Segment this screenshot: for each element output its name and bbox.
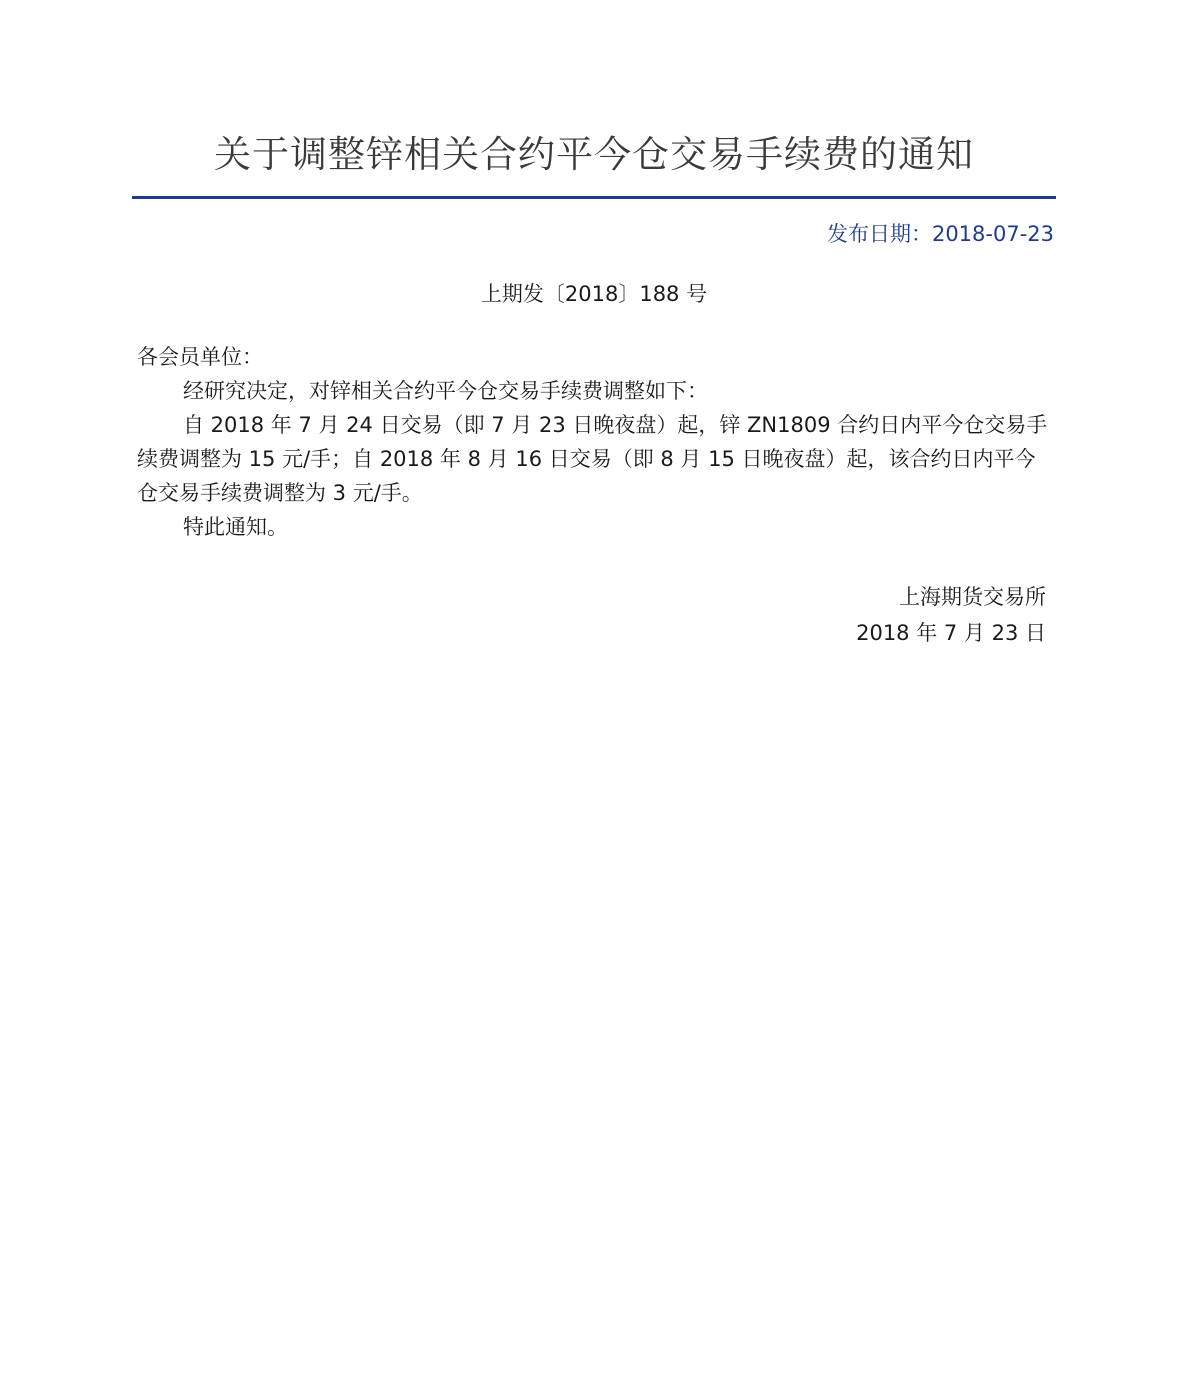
notice-title: 关于调整锌相关合约平今仓交易手续费的通知: [214, 133, 974, 176]
issue-date: 2018 年 7 月 23 日: [856, 621, 1046, 645]
title-divider: [132, 196, 1056, 199]
body-paragraph: 自 2018 年 7 月 24 日交易（即 7 月 23 日晚夜盘）起，锌 ZN1809 合约日内平今仓交易手续费调整为 15 元/手；自 2018 年 8 月 16 日交易（即 8 月 15 日晚夜盘）起，该合约日内平今仓交易手续费调整为 3 元/手。: [137, 413, 1048, 505]
notice-body: [137, 340, 1049, 544]
issuer-name: 上海期货交易所: [899, 585, 1046, 609]
salutation: 各会员单位：: [137, 345, 263, 369]
publish-date: 发布日期：2018-07-23: [826, 222, 1054, 246]
closing-paragraph: 特此通知。: [183, 515, 288, 539]
signature-block: [856, 579, 1046, 651]
body-paragraph: 经研究决定，对锌相关合约平今仓交易手续费调整如下：: [183, 379, 708, 403]
document-number: 上期发〔2018〕188 号: [480, 282, 708, 306]
